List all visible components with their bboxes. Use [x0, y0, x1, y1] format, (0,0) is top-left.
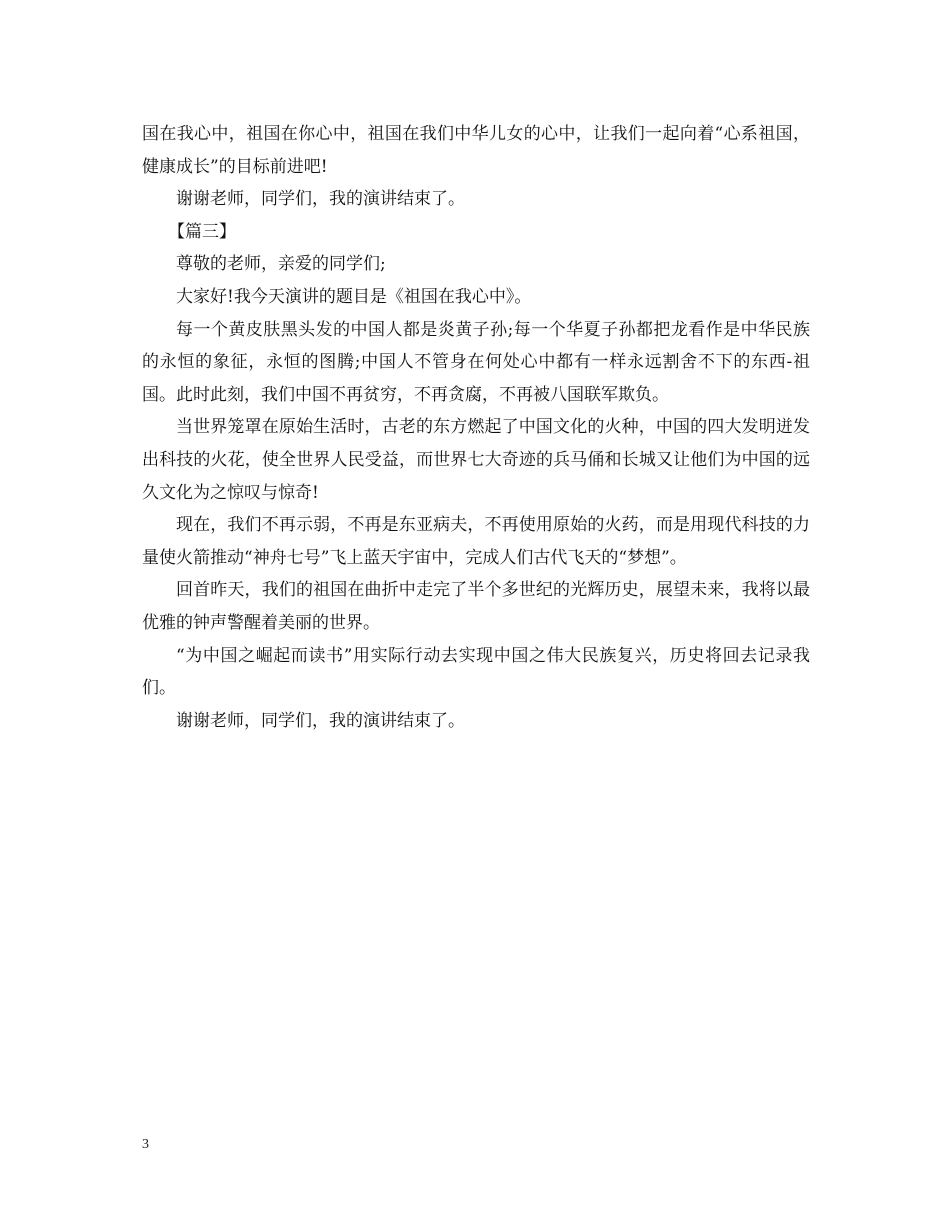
document-body — [142, 118, 810, 737]
paragraph-body: 当世界笼罩在原始生活时，古老的东方燃起了中国文化的火种，中国的四大发明迸发出科技的火花，使全世界人民受益，而世界七大奇迹的兵马俑和长城又让他们为中国的远久文化为之惊叹与惊奇! — [142, 417, 810, 503]
paragraph-speech-title: 大家好!我今天演讲的题目是《祖国在我心中》。 — [176, 286, 532, 307]
paragraph-salutation: 尊敬的老师，亲爱的同学们; — [176, 254, 386, 275]
paragraph-continuation: 国在我心中，祖国在你心中，祖国在我们中华儿女的心中，让我们一起向着“心系祖国，健康成长”的目标前进吧! — [142, 124, 810, 177]
paragraph-body: 回首昨天，我们的祖国在曲折中走完了半个多世纪的光辉历史，展望未来，我将以最优雅的钟声警醒着美丽的世界。 — [142, 580, 810, 633]
paragraph-body: 现在，我们不再示弱，不再是东亚病夫，不再使用原始的火药，而是用现代科技的力量使火箭推动“神舟七号”飞上蓝天宇宙中，完成人们古代飞天的“梦想”。 — [142, 515, 810, 568]
paragraph-body: 每一个黄皮肤黑头发的中国人都是炎黄子孙;每一个华夏子孙都把龙看作是中华民族的永恒的象征，永恒的图腾;中国人不管身在何处心中都有一样永远割舍不下的东西-祖国。此时此刻，我们中国不再贫穷，不再贪腐，不再被八国联军欺负。 — [142, 319, 810, 405]
paragraph-body: “为中国之崛起而读书”用实际行动去实现中国之伟大民族复兴，历史将回去记录我们。 — [142, 645, 810, 699]
section-heading: 【篇三】 — [168, 221, 236, 242]
page-number: 3 — [142, 1137, 149, 1152]
paragraph-closing-thanks: 谢谢老师，同学们，我的演讲结束了。 — [176, 189, 465, 210]
paragraph-closing-thanks: 谢谢老师，同学们，我的演讲结束了。 — [176, 710, 465, 731]
